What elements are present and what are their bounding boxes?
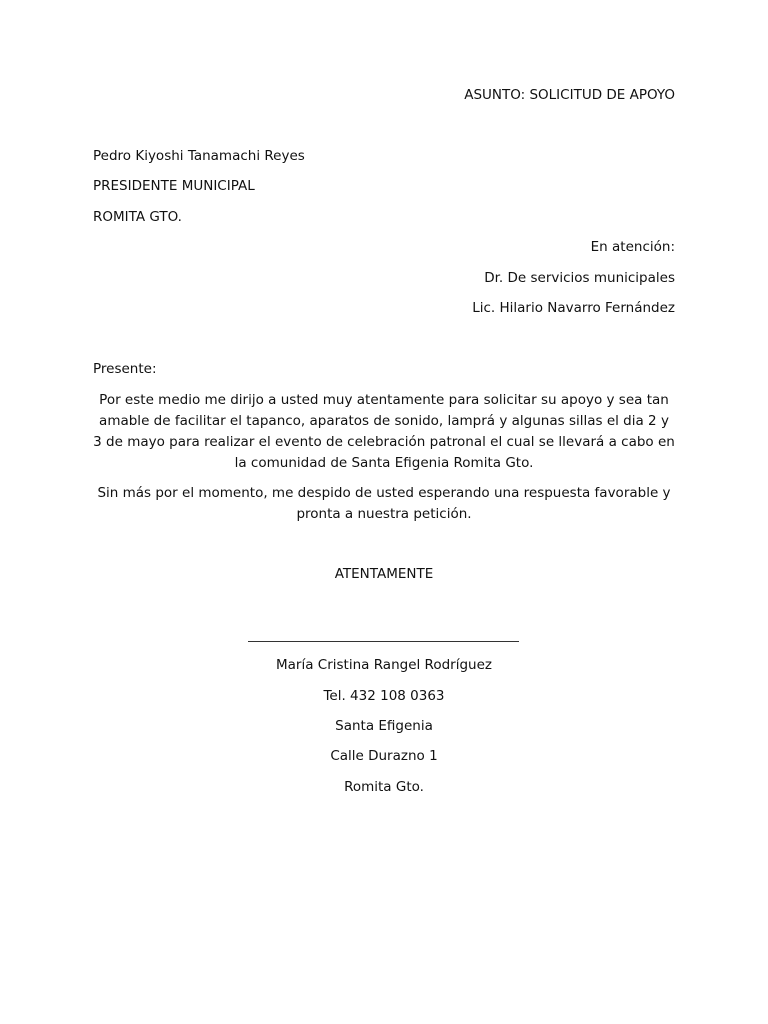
subject-line: ASUNTO: SOLICITUD DE APOYO bbox=[464, 87, 675, 103]
attention-heading: En atención: bbox=[590, 239, 675, 255]
attention-person: Lic. Hilario Navarro Fernández bbox=[472, 300, 675, 316]
recipient-name: Pedro Kiyoshi Tanamachi Reyes bbox=[93, 148, 305, 164]
signer-city: Romita Gto. bbox=[344, 779, 424, 795]
attention-department: Dr. De servicios municipales bbox=[484, 270, 675, 286]
body-paragraph-1: Por este medio me dirijo a usted muy atentamente para solicitar su apoyo y sea tan amable de facilitar el tapanco, aparatos de sonido, lamprá y algunas sillas el dia 2 y 3 de mayo para realizar el evento de celebración patronal el cual se llevará a cabo en la comunidad de Santa Efigenia Romita Gto. bbox=[93, 392, 675, 471]
signer-community: Santa Efigenia bbox=[335, 718, 433, 734]
signer-street: Calle Durazno 1 bbox=[330, 748, 438, 764]
greeting: Presente: bbox=[93, 361, 157, 377]
recipient-location: ROMITA GTO. bbox=[93, 209, 182, 225]
closing: ATENTAMENTE bbox=[334, 566, 434, 582]
signer-name: María Cristina Rangel Rodríguez bbox=[276, 657, 492, 673]
body-paragraph-2: Sin más por el momento, me despido de usted esperando una respuesta favorable y pronta a nuestra petición. bbox=[97, 485, 671, 522]
recipient-title: PRESIDENTE MUNICIPAL bbox=[93, 178, 255, 194]
signature-line bbox=[248, 641, 519, 642]
signer-phone: Tel. 432 108 0363 bbox=[323, 688, 445, 704]
